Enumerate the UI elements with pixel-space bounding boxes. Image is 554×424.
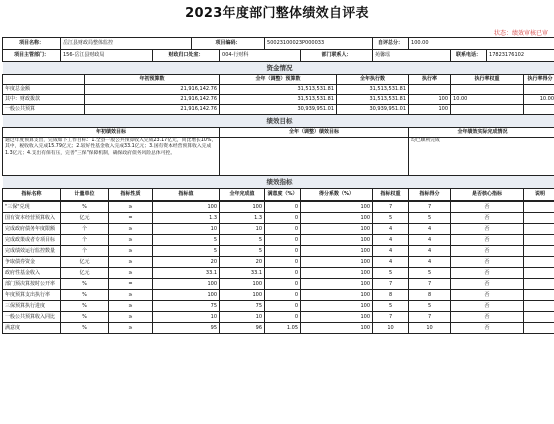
funds-row-label: 一般公共预算 <box>3 105 85 115</box>
value-contact: 苑馨瑶 <box>373 50 451 62</box>
indicator-core: 否 <box>451 312 524 323</box>
goals-header-initial: 年初绩效目标 <box>3 128 220 138</box>
indicator-note <box>524 323 554 334</box>
funds-section-title: 资金情况 <box>3 62 554 75</box>
indicator-unit: 个 <box>61 235 109 246</box>
indicator-note <box>524 246 554 257</box>
funds-cell: 100 <box>409 105 451 115</box>
goals-actual-text: 均已顺利完成 <box>409 138 554 176</box>
indicator-unit: 个 <box>61 246 109 257</box>
indicator-unit: 个 <box>61 224 109 235</box>
funds-header-executed: 全年执行数 <box>337 75 409 85</box>
funds-header-blank <box>3 75 85 85</box>
label-office: 财政归口处室： <box>153 50 220 62</box>
indicator-target: 100 <box>153 290 220 301</box>
indicator-row <box>3 257 554 268</box>
label-project-code: 项目编码： <box>192 38 265 50</box>
indicator-coefficient: 100 <box>301 224 373 235</box>
value-dept: 156-岳江县财政局 <box>61 50 153 62</box>
funds-row <box>3 95 554 105</box>
indicator-score: 10 <box>409 323 451 334</box>
indicator-target: 10 <box>153 224 220 235</box>
indicator-satisfaction: 0 <box>265 213 301 224</box>
indicator-unit: % <box>61 279 109 290</box>
indicator-target: 20 <box>153 257 220 268</box>
funds-cell: 30,939,951.01 <box>337 105 409 115</box>
indicator-note <box>524 235 554 246</box>
indicator-score: 4 <box>409 246 451 257</box>
funds-cell: 10.00 <box>451 95 524 105</box>
indicator-name: 一般公共预算收入同比 <box>3 312 61 323</box>
indicator-nature: ≥ <box>109 202 153 213</box>
funds-cell <box>451 85 524 95</box>
indicator-core: 否 <box>451 323 524 334</box>
indicator-target: 5 <box>153 246 220 257</box>
value-project-name: 岳江县财政局整体监控 <box>61 38 192 50</box>
goals-header-actual: 全年绩效实际完成情况 <box>409 128 554 138</box>
indicator-note <box>524 224 554 235</box>
indicator-core: 否 <box>451 257 524 268</box>
indicator-satisfaction: 0 <box>265 301 301 312</box>
indicator-row <box>3 290 554 301</box>
indicator-coefficient: 100 <box>301 257 373 268</box>
indicator-row <box>3 213 554 224</box>
value-office: 004-行财科 <box>220 50 301 62</box>
indicator-score: 4 <box>409 257 451 268</box>
indicator-actual: 100 <box>220 279 265 290</box>
indicator-name: 争取债券资金 <box>3 257 61 268</box>
indicator-score: 7 <box>409 202 451 213</box>
funds-cell: 10.00 <box>524 95 554 105</box>
indicator-core: 否 <box>451 246 524 257</box>
indicator-name: 三保预算执行进度 <box>3 301 61 312</box>
indicator-unit: % <box>61 290 109 301</box>
indicator-note <box>524 279 554 290</box>
indicator-core: 否 <box>451 235 524 246</box>
indicator-header-weight: 指标权重 <box>373 189 409 201</box>
indicator-score: 7 <box>409 279 451 290</box>
indicator-satisfaction: 1.05 <box>265 323 301 334</box>
indicator-row <box>3 312 554 323</box>
indicator-unit: % <box>61 202 109 213</box>
goals-header-adjusted: 全年（调整）绩效目标 <box>220 128 409 138</box>
indicator-coefficient: 100 <box>301 213 373 224</box>
indicator-nature: ≥ <box>109 290 153 301</box>
indicator-actual: 5 <box>220 235 265 246</box>
label-total-score: 自评总分： <box>373 38 409 50</box>
indicator-header-nature: 指标性质 <box>109 189 153 201</box>
indicator-nature: ≥ <box>109 224 153 235</box>
indicator-score: 8 <box>409 290 451 301</box>
indicator-note <box>524 312 554 323</box>
indicator-name: 年度预算支出执行率 <box>3 290 61 301</box>
indicator-actual: 10 <box>220 312 265 323</box>
indicator-target: 75 <box>153 301 220 312</box>
funds-cell <box>524 85 554 95</box>
indicator-header-satisfaction: 满意度（%） <box>265 189 301 201</box>
indicator-weight: 7 <box>373 312 409 323</box>
indicator-weight: 10 <box>373 323 409 334</box>
indicator-coefficient: 100 <box>301 279 373 290</box>
indicator-name: 完成绩效运行监控数量 <box>3 246 61 257</box>
funds-cell: 31,513,531.81 <box>220 95 337 105</box>
indicator-target: 1.3 <box>153 213 220 224</box>
bottom-overlay <box>424 404 552 416</box>
indicator-coefficient: 100 <box>301 290 373 301</box>
audit-status-label: 状态：绩效审核已审 <box>493 30 548 37</box>
indicator-target: 100 <box>153 279 220 290</box>
indicator-coefficient: 100 <box>301 323 373 334</box>
funds-cell: 31,513,531.81 <box>337 85 409 95</box>
indicator-nature: = <box>109 279 153 290</box>
indicator-unit: 亿元 <box>61 213 109 224</box>
indicator-name: 满意度 <box>3 323 61 334</box>
indicator-nature: ≥ <box>109 301 153 312</box>
info-row-2 <box>3 50 554 62</box>
indicator-name: 政府性基金收入 <box>3 268 61 279</box>
indicator-row <box>3 323 554 334</box>
label-contact: 部门联系人： <box>301 50 373 62</box>
indicator-weight: 7 <box>373 279 409 290</box>
page-title: 2023年度部门整体绩效自评表 <box>185 6 369 21</box>
indicator-row <box>3 268 554 279</box>
funds-cell: 31,513,531.81 <box>220 85 337 95</box>
indicator-header-note: 说明 <box>524 189 554 201</box>
value-total-score: 100.00 <box>409 38 554 50</box>
label-project-name: 项目名称： <box>3 38 61 50</box>
indicator-satisfaction: 0 <box>265 224 301 235</box>
goals-section-row <box>3 115 554 128</box>
funds-cell: 100 <box>409 95 451 105</box>
indicator-nature: ≥ <box>109 268 153 279</box>
indicator-weight: 4 <box>373 257 409 268</box>
goals-content-row <box>3 138 554 176</box>
funds-section-row <box>3 62 554 75</box>
indicator-score: 7 <box>409 312 451 323</box>
indicator-core: 否 <box>451 301 524 312</box>
funds-cell <box>451 105 524 115</box>
indicator-header-coefficient: 得分系数（%） <box>301 189 373 201</box>
indicator-nature: ≥ <box>109 246 153 257</box>
indicators-body <box>2 201 554 334</box>
indicator-satisfaction: 0 <box>265 246 301 257</box>
indicator-weight: 5 <box>373 213 409 224</box>
indicator-actual: 75 <box>220 301 265 312</box>
indicator-row <box>3 224 554 235</box>
indicator-coefficient: 100 <box>301 246 373 257</box>
indicator-core: 否 <box>451 279 524 290</box>
indicator-row <box>3 246 554 257</box>
indicator-weight: 7 <box>373 202 409 213</box>
indicator-satisfaction: 0 <box>265 235 301 246</box>
indicator-name: 部门预决算按时公开率 <box>3 279 61 290</box>
indicator-satisfaction: 0 <box>265 290 301 301</box>
funds-header-initial: 年初预算数 <box>85 75 220 85</box>
indicator-core: 否 <box>451 224 524 235</box>
indicator-row <box>3 235 554 246</box>
funds-header-score: 执行率得分 <box>524 75 554 85</box>
indicator-header-unit: 计量单位 <box>61 189 109 201</box>
funds-cell <box>524 105 554 115</box>
indicator-header-core: 是否核心指标 <box>451 189 524 201</box>
indicator-target: 100 <box>153 202 220 213</box>
funds-header-adjusted: 全年（调整）预算数 <box>220 75 337 85</box>
label-dept: 项目主管部门： <box>3 50 61 62</box>
indicator-unit: % <box>61 301 109 312</box>
indicator-unit: 亿元 <box>61 268 109 279</box>
indicator-weight: 4 <box>373 246 409 257</box>
goals-initial-text: 通过年度预算支出，完成如下工作目标：1.全县一般公共预算收入完成23.17亿元，同比增长10%，其中，税收收入完成15.79亿元；2.较好性基金收入完成33.1亿元；3.国有资本经营预算收入完成1.3亿元；4.支出有保有压，完善"三保"保障机制，确保政府债务风险总体可控。 <box>3 138 220 176</box>
indicator-note <box>524 290 554 301</box>
indicator-score: 5 <box>409 301 451 312</box>
indicator-actual: 20 <box>220 257 265 268</box>
info-row-1 <box>3 38 554 50</box>
funds-header-row <box>3 75 554 85</box>
indicator-actual: 100 <box>220 202 265 213</box>
indicator-nature: = <box>109 213 153 224</box>
funds-row-label: 其中：财政拨款 <box>3 95 85 105</box>
indicator-weight: 8 <box>373 290 409 301</box>
funds-cell: 21,916,142.76 <box>85 85 220 95</box>
funds-header-weight: 执行率权重 <box>451 75 524 85</box>
funds-cell <box>409 85 451 95</box>
indicator-target: 10 <box>153 312 220 323</box>
indicator-target: 5 <box>153 235 220 246</box>
indicator-unit: 亿元 <box>61 257 109 268</box>
indicator-nature: ≥ <box>109 323 153 334</box>
indicator-weight: 4 <box>373 224 409 235</box>
indicators-section-row <box>3 176 554 189</box>
indicator-core: 否 <box>451 290 524 301</box>
indicator-target: 33.1 <box>153 268 220 279</box>
funds-cell: 21,916,142.76 <box>85 105 220 115</box>
indicators-header-row <box>3 189 554 201</box>
funds-cell: 31,513,531.81 <box>337 95 409 105</box>
indicator-score: 5 <box>409 213 451 224</box>
indicators-section-title: 绩效指标 <box>3 176 554 189</box>
indicator-coefficient: 100 <box>301 268 373 279</box>
indicator-actual: 96 <box>220 323 265 334</box>
indicator-note <box>524 257 554 268</box>
indicator-row <box>3 279 554 290</box>
indicator-header-score: 指标得分 <box>409 189 451 201</box>
indicator-satisfaction: 0 <box>265 312 301 323</box>
indicator-satisfaction: 0 <box>265 279 301 290</box>
indicator-coefficient: 100 <box>301 312 373 323</box>
indicator-actual: 1.3 <box>220 213 265 224</box>
indicator-weight: 5 <box>373 301 409 312</box>
indicator-nature: ≥ <box>109 312 153 323</box>
funds-row <box>3 85 554 95</box>
indicator-satisfaction: 0 <box>265 257 301 268</box>
indicator-score: 4 <box>409 224 451 235</box>
indicator-satisfaction: 0 <box>265 202 301 213</box>
funds-row <box>3 105 554 115</box>
indicator-header-target: 指标值 <box>153 189 220 201</box>
indicator-name: "三保"兑现 <box>3 202 61 213</box>
indicator-name: 国有资本经营预算收入 <box>3 213 61 224</box>
indicator-actual: 10 <box>220 224 265 235</box>
evaluation-sheet <box>2 37 552 334</box>
indicator-header-name: 指标名称 <box>3 189 61 201</box>
indicator-header-actual: 全年完成值 <box>220 189 265 201</box>
indicator-note <box>524 268 554 279</box>
indicator-note <box>524 213 554 224</box>
indicator-unit: % <box>61 323 109 334</box>
indicator-coefficient: 100 <box>301 301 373 312</box>
goals-header-row <box>3 128 554 138</box>
label-phone: 联系电话： <box>451 50 487 62</box>
indicator-name: 完成政府债务年度限额 <box>3 224 61 235</box>
funds-cell: 30,939,951.01 <box>220 105 337 115</box>
indicator-actual: 5 <box>220 246 265 257</box>
funds-header-rate: 执行率 <box>409 75 451 85</box>
evaluation-table <box>2 37 554 201</box>
funds-row-label: 年度总金额 <box>3 85 85 95</box>
indicator-weight: 4 <box>373 235 409 246</box>
value-phone: 17823176102 <box>487 50 554 62</box>
indicator-coefficient: 100 <box>301 202 373 213</box>
goals-adjusted-text <box>220 138 409 176</box>
indicator-target: 95 <box>153 323 220 334</box>
indicator-actual: 100 <box>220 290 265 301</box>
indicator-weight: 5 <box>373 268 409 279</box>
indicator-unit: % <box>61 312 109 323</box>
indicator-row <box>3 301 554 312</box>
indicator-row <box>3 202 554 213</box>
indicator-note <box>524 301 554 312</box>
indicator-actual: 33.1 <box>220 268 265 279</box>
indicator-note <box>524 202 554 213</box>
indicator-score: 5 <box>409 268 451 279</box>
funds-cell: 21,916,142.76 <box>85 95 220 105</box>
indicator-name: 完成政策或者专项目标 <box>3 235 61 246</box>
goals-section-title: 绩效目标 <box>3 115 554 128</box>
indicator-nature: ≥ <box>109 257 153 268</box>
indicator-coefficient: 100 <box>301 235 373 246</box>
indicator-core: 否 <box>451 213 524 224</box>
indicator-score: 4 <box>409 235 451 246</box>
indicator-core: 否 <box>451 202 524 213</box>
indicator-core: 否 <box>451 268 524 279</box>
value-project-code: 50023100023P000033 <box>265 38 373 50</box>
indicator-satisfaction: 0 <box>265 268 301 279</box>
indicator-nature: ≥ <box>109 235 153 246</box>
